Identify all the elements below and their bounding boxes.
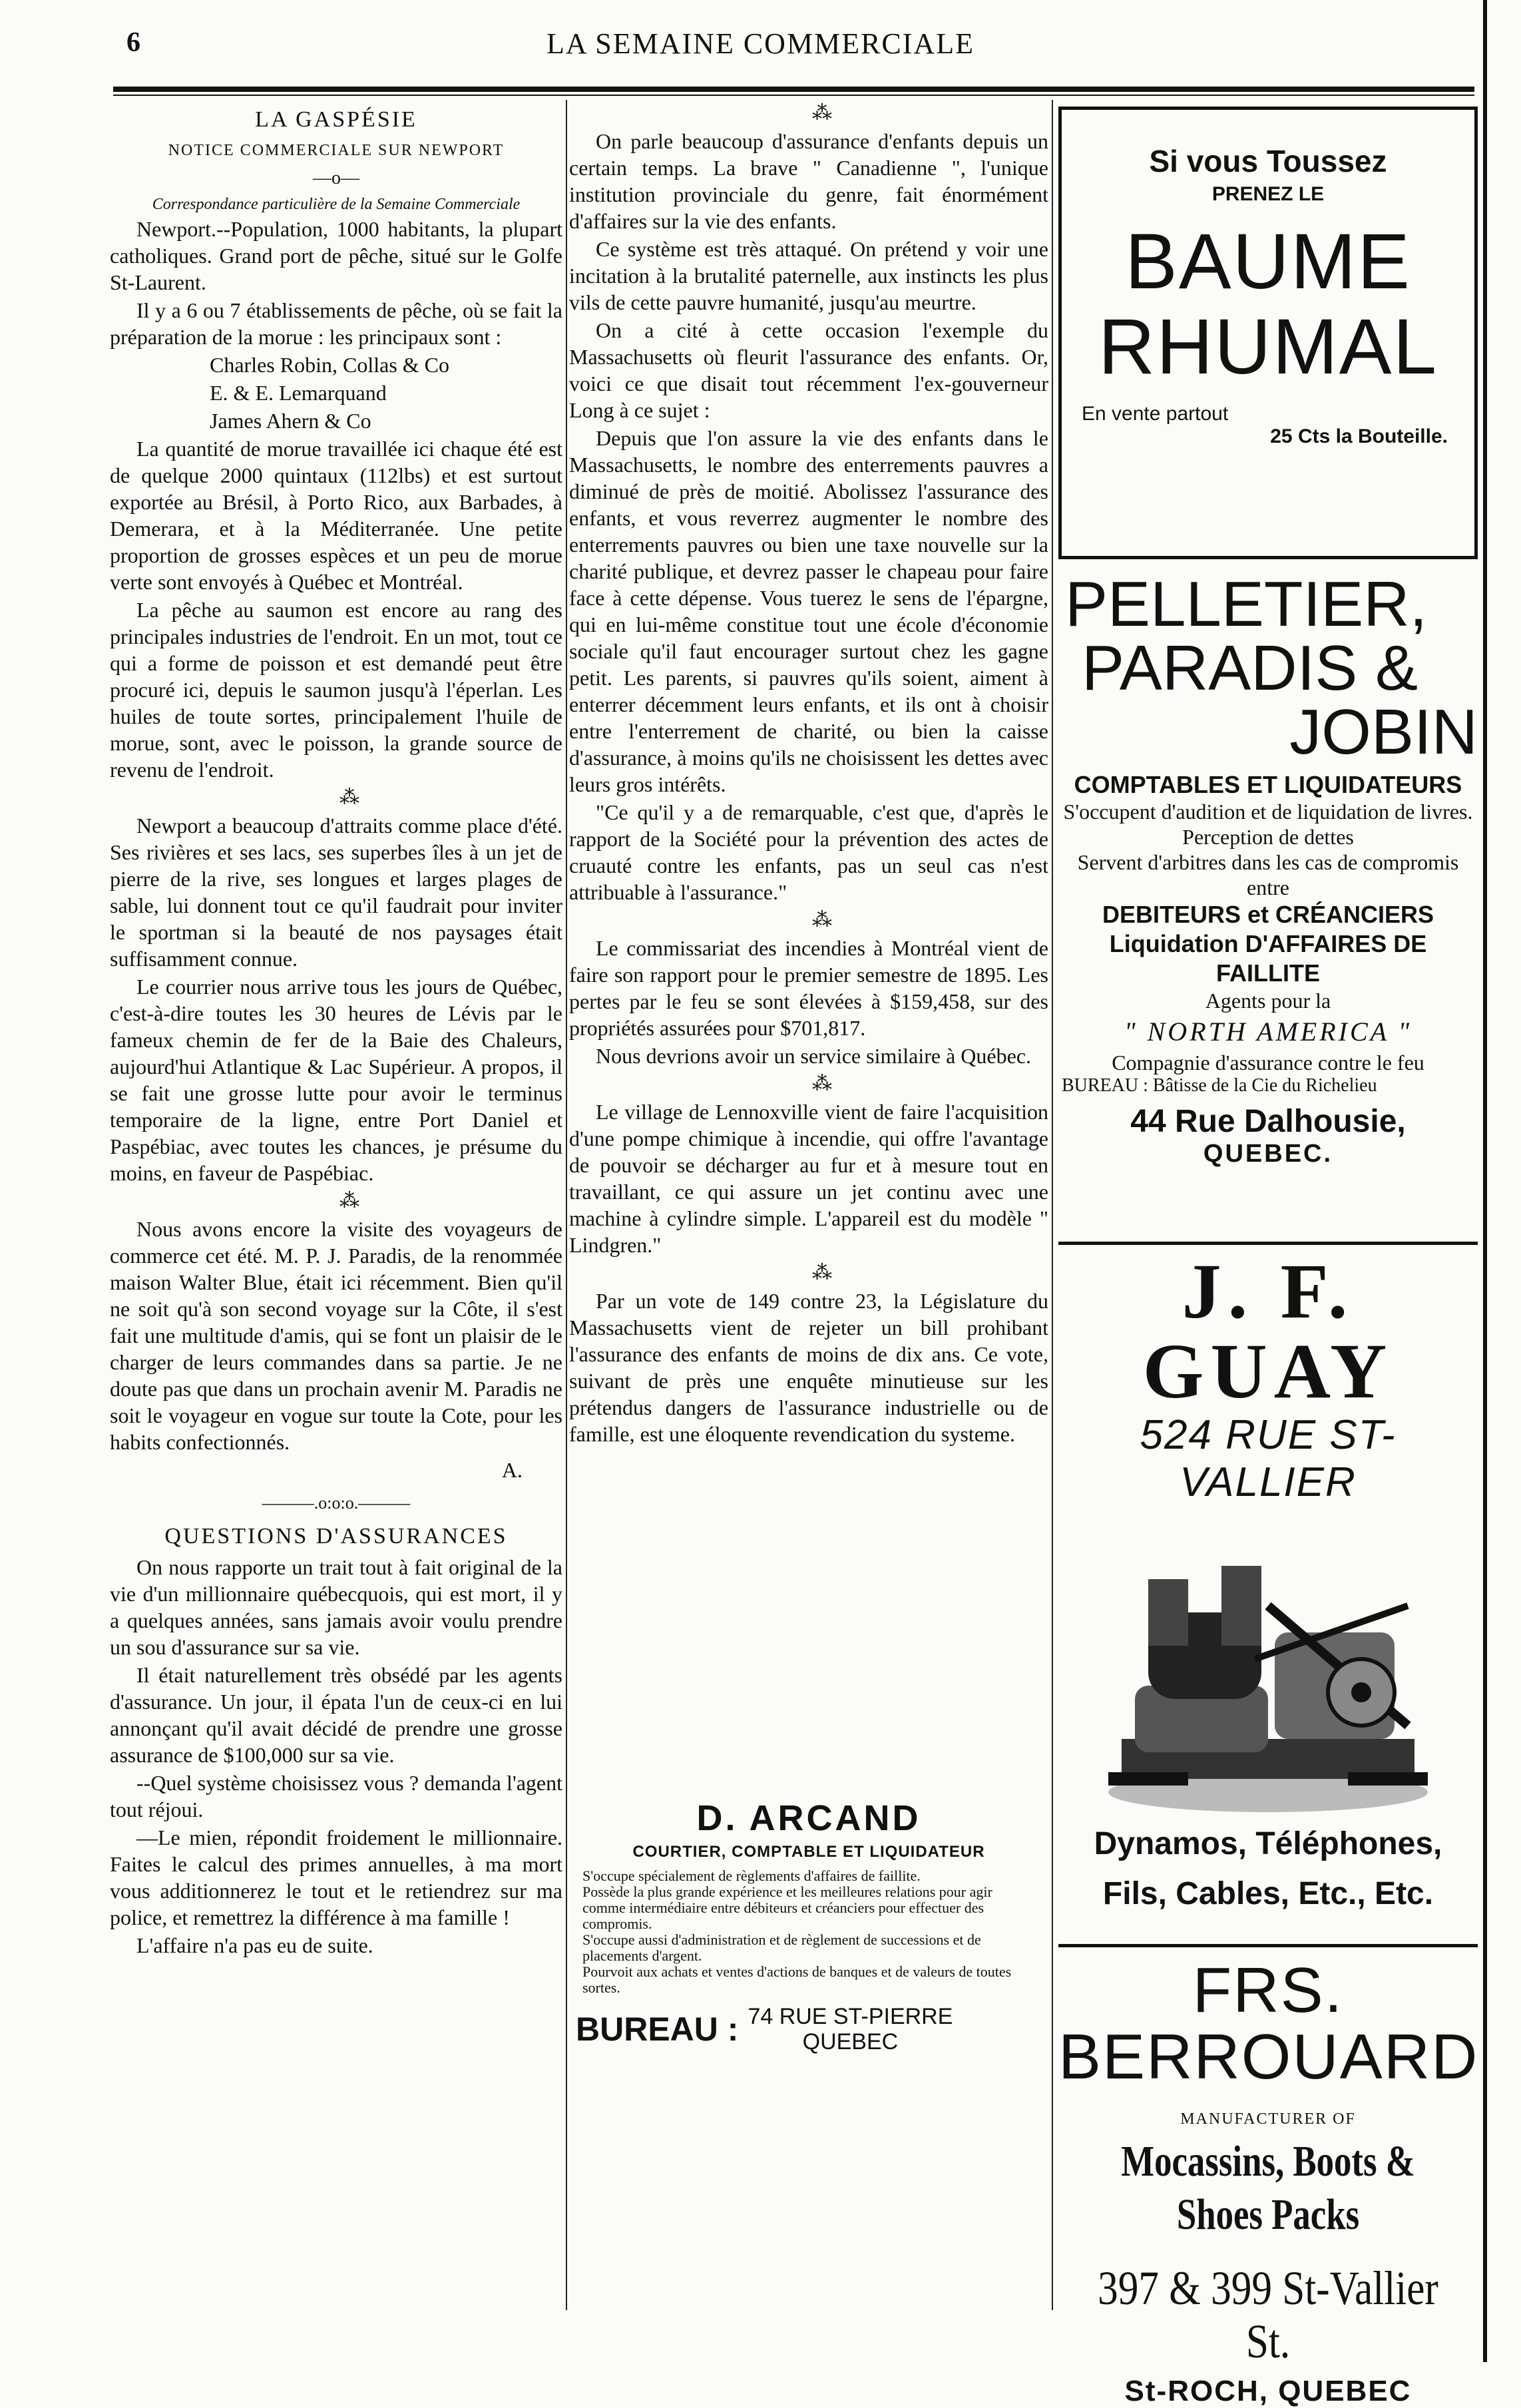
- ad-address: 524 RUE ST-VALLIER: [1140, 1412, 1397, 1505]
- asterism: ⁂: [812, 102, 832, 124]
- divider-mark: —o—: [313, 168, 359, 188]
- paragraph: Par un vote de 149 contre 23, la Législature du Massachusetts vient de rejeter un bill prohibant l'assurance des enfants de moins de dix ans. Ce vote, suivant de près une enquête minutieuse sur les prétendus dangers de l'assurance industrielle ou de famille, est une éloquente revendication du systeme.: [569, 1289, 1048, 1446]
- ad-price: 25 Cts la Bouteille.: [1270, 425, 1448, 447]
- paragraph: Nous avons encore la visite des voyageurs de commerce cet été. M. P. J. Paradis, de la renommée maison Walter Blue, était ici récemment. Bien qu'il ne soit qu'à son second voyage sur la Côte, il s'est fait une multitude d'amis, qui se font un plaisir de le charger de leurs commandes dans sa partie. Je ne doute pas que dans un prochain avenir M. Paradis ne soit le voyageur en vogue sur toute la Cote, pour les habits confectionnés.: [110, 1217, 562, 1454]
- ad-title: COMPTABLES ET LIQUIDATEURS: [1074, 771, 1462, 798]
- ad-divider: [1058, 1944, 1478, 1947]
- ad-guay: [1058, 1248, 1478, 1912]
- paragraph: On parle beaucoup d'assurance d'enfants depuis un certain temps. La brave " Canadienne ", l'unique institution provinciale du genre, fait énormément d'affaires sur la vie des enfants.: [569, 129, 1048, 233]
- ad-bureau: BUREAU : Bâtisse de la Cie du Richelieu: [1062, 1075, 1377, 1096]
- ad-line: Pourvoit aux achats et ventes d'actions de banques et de valeurs de toutes sortes.: [582, 1963, 1012, 1996]
- ad-pelletier: [1058, 569, 1478, 1168]
- paragraph: Newport.--Population, 1000 habitants, la plupart catholiques. Grand port de pêche, situé sur le Golfe St-Laurent.: [110, 217, 562, 294]
- paragraph: La quantité de morue travaillée ici chaque été est de quelque 2000 quintaux (112lbs) et est surtout exportée au Brésil, à Porto Rico, aux Barbades, à Demerara, et à la Méditerranée. Une petite proportion de grosses espèces et un peu de morue verte sont envoyés à Québec et Montréal.: [110, 437, 562, 594]
- ad-line: Compagnie d'assurance contre le feu: [1112, 1051, 1424, 1075]
- ad-line: Possède la plus grande expérience et les meilleures relations pour agir comme intermédiaire entre débiteurs et créanciers pour effectuer des compromis.: [582, 1883, 992, 1932]
- article-heading: LA GASPÉSIE: [255, 107, 417, 132]
- article-subhead: NOTICE COMMERCIALE SUR NEWPORT: [168, 142, 505, 159]
- paragraph: "Ce qu'il y a de remarquable, c'est que, d'après le rapport de la Société pour la prévention des actes de cruauté contre les enfants, pas un seul cas n'est attribuable à l'assurance.": [569, 800, 1048, 904]
- ad-line: S'occupent d'audition et de liquidation de livres.: [1063, 800, 1473, 824]
- ad-line: S'occupe aussi d'administration et de règlement de successions et de placements d'argent.: [582, 1931, 981, 1964]
- ad-product: RHUMAL: [1098, 303, 1438, 391]
- asterism: ⁂: [339, 1190, 359, 1212]
- paragraph: Le commissariat des incendies à Montréal vient de faire son rapport pour le premier semestre de 1895. Les pertes par le feu se sont élevées à $159,458, sur des propriétés assurées pour $701,817.: [569, 936, 1048, 1040]
- ad-line: En vente partout: [1082, 403, 1229, 425]
- firm-item: Charles Robin, Collas & Co: [210, 353, 449, 377]
- article-heading: QUESTIONS D'ASSURANCES: [164, 1524, 508, 1549]
- masthead: LA SEMAINE COMMERCIALE: [546, 27, 975, 60]
- asterism: ⁂: [812, 909, 832, 931]
- paragraph: Il était naturellement très obsédé par les agents d'assurance. Un jour, il épata l'un de ceux-ci en lui annonçant qu'il avait décidé de prendre une grosse assurance de $100,000 sur sa vie.: [110, 1663, 562, 1767]
- ad-berrouard: [1058, 1957, 1478, 2408]
- paragraph: L'affaire n'a pas eu de suite.: [136, 1933, 373, 1957]
- ad-city: St-ROCH, QUEBEC: [1124, 2375, 1412, 2407]
- ad-line: Perception de dettes: [1182, 825, 1354, 849]
- correspondence-line: Correspondance particulière de la Semaine Commerciale: [152, 196, 521, 213]
- ad-products: Mocassins, Boots & Shoes Packs: [1121, 2137, 1415, 2239]
- ad-address: 397 & 399 St-Vallier St.: [1098, 2262, 1438, 2368]
- ad-title: D. ARCAND: [696, 1798, 921, 1838]
- ad-line: PRENEZ LE: [1211, 183, 1325, 205]
- paragraph: Il y a 6 ou 7 établissements de pêche, où se fait la préparation de la morue : les principaux sont :: [110, 298, 562, 349]
- signature: A.: [501, 1458, 523, 1482]
- ad-product: BAUME: [1125, 218, 1411, 306]
- ad-city: QUEBEC.: [1203, 1140, 1333, 1168]
- ad-line: DEBITEURS et CRÉANCIERS: [1102, 901, 1434, 928]
- ad-arcand: [569, 1798, 1048, 2054]
- ad-address-block: [569, 2004, 1048, 2054]
- ad-body: [569, 1868, 1048, 1996]
- ad-name-line: PARADIS &: [1081, 632, 1418, 704]
- ad-baume-rhumal: [1058, 107, 1478, 559]
- ad-name-line: JOBIN: [1289, 696, 1478, 768]
- paragraph: On a cité à cette occasion l'exemple du Massachusetts où fleurit l'assurance des enfants. Or, voici ce que disait tout récemment l'ex-gouverneur Long à ce sujet :: [569, 318, 1048, 422]
- paragraph: Newport a beaucoup d'attraits comme place d'été. Ses rivières et ses lacs, ses superbes îles à un jet de pierre de la rive, ses longues et larges plages de sable, lui donnent tout ce qu'il faudrait pour inviter le sportman si la beauté de nos paysages était suffisamment connue.: [110, 814, 562, 971]
- column-assurances: [569, 100, 1048, 1449]
- ad-address: 44 Rue Dalhousie,: [1130, 1104, 1406, 1139]
- ad-line: Agents pour la: [1205, 989, 1331, 1013]
- street: 74 RUE ST-PIERRE: [748, 2004, 953, 2029]
- paragraph: Nous devrions avoir un service similaire à Québec.: [596, 1044, 1032, 1068]
- paragraph: --Quel système choisissez vous ? demanda l'agent tout réjoui.: [110, 1771, 562, 1821]
- paragraph: Le courrier nous arrive tous les jours de Québec, c'est-à-dire toutes les 30 heures de Lévis par le fameux chemin de fer de la Baie des Chaleurs, aujourd'hui Atlantique & Lac Supérieur. A propos, il se fait une grosse lutte pour avoir le terminus temporaire de la ligne, entre Port Daniel et Paspébiac, avec toutes les chances, je présume du moins, en faveur de Paspébiac.: [110, 975, 562, 1185]
- asterism: ⁂: [812, 1262, 832, 1284]
- page-header: [0, 0, 1521, 93]
- ad-company: " NORTH AMERICA ": [1124, 1017, 1412, 1047]
- ad-title: J. F. GUAY: [1142, 1248, 1394, 1415]
- ad-title: FRS. BERROUARD: [1058, 1955, 1479, 2092]
- paragraph: La pêche au saumon est encore au rang des principales industries de l'endroit. En un mot, tout ce qui a forme de poisson et est demandé peut être procuré ici, depuis le saumon jusqu'à l'éperlan. Les huiles de toute sortes, principalement l'huile de morue, sont, avec le poisson, la grande source de revenu de l'endroit.: [110, 598, 562, 782]
- page-edge-rule: [1483, 0, 1487, 2362]
- column-divider: [566, 100, 567, 2310]
- firm-item: E. & E. Lemarquand: [210, 381, 387, 405]
- ad-line: Si vous Toussez: [1149, 144, 1387, 178]
- ad-line: Liquidation D'AFFAIRES DE FAILLITE: [1109, 930, 1427, 987]
- asterism: ⁂: [339, 786, 359, 808]
- ad-line: S'occupe spécialement de règlements d'affaires de faillite.: [582, 1867, 921, 1884]
- separator: ———.o:o:o.———: [262, 1493, 411, 1513]
- ad-line: Dynamos, Téléphones,: [1094, 1826, 1442, 1861]
- column-divider: [1052, 100, 1053, 2310]
- page-number: 6: [126, 27, 140, 58]
- bureau-label: BUREAU :: [576, 2011, 739, 2048]
- asterism: ⁂: [812, 1073, 832, 1094]
- column-gaspesie: [110, 100, 562, 1960]
- paragraph: —Le mien, répondit froidement le millionnaire. Faites le calcul des primes annuelles, à ma mort vous additionnerez le tout et le retiendrez sur ma police, et remettrez la différence à ma famille !: [110, 1825, 562, 1929]
- ad-divider: [1058, 1242, 1478, 1245]
- firm-item: James Ahern & Co: [210, 409, 371, 433]
- paragraph: Le village de Lennoxville vient de faire l'acquisition d'une pompe chimique à incendie, qui offre l'avantage de pouvoir se décharger au fur et à mesure tout en travaillant, ce qui assure un jet continu avec une machine à cylindre simple. L'appareil est du modèle " Lindgren.": [569, 1100, 1048, 1257]
- header-rule: [113, 87, 1474, 92]
- ad-line: MANUFACTURER OF: [1180, 2110, 1356, 2128]
- paragraph: Ce système est très attaqué. On prétend y voir une incitation à la brutalité paternelle, aux instincts les plus vils de cette pauvre humanité, jusqu'au meurtre.: [569, 237, 1048, 314]
- ad-subtitle: COURTIER, COMPTABLE ET LIQUIDATEUR: [632, 1843, 985, 1861]
- ad-address: [748, 2004, 953, 2054]
- header-rule-thin: [113, 95, 1474, 96]
- ad-line: Servent d'arbitres dans les cas de compromis entre: [1077, 850, 1459, 899]
- city: QUEBEC: [802, 2029, 899, 2054]
- paragraph: Depuis que l'on assure la vie des enfants dans le Massachusetts, le nombre des enterrements pauvres a diminué de près de moitié. Abolissez l'assurance des enfants, et vous reverrez augmenter le nombre des enterrements pauvres ou bien une taxe nouvelle sur la charité publique, et devrez passer le chapeau pour faire face à cette dépense. Vous tuerez le sens de l'épargne, qui en lui-même constitue tout une école d'économie sociale qu'il faut encourager surtout chez les gagne petit. Les parents, si pauvres qu'ils soient, aiment à enterrer décemment leurs enfants, et ils ont à choisir entre l'enterrement de charité, ou bien la caisse d'assurance, à moins qu'ils ne choisissent les dettes avec leurs gros intérêts.: [569, 426, 1048, 796]
- ad-line: Fils, Cables, Etc., Etc.: [1102, 1876, 1434, 1911]
- ad-name-line: PELLETIER,: [1065, 569, 1428, 640]
- dynamo-illustration: [1095, 1526, 1441, 1819]
- paragraph: On nous rapporte un trait tout à fait original de la vie d'un millionnaire québecquois, qui est mort, il y a quelques années, sans jamais avoir voulu prendre un sou d'assurance sur sa vie.: [110, 1555, 562, 1659]
